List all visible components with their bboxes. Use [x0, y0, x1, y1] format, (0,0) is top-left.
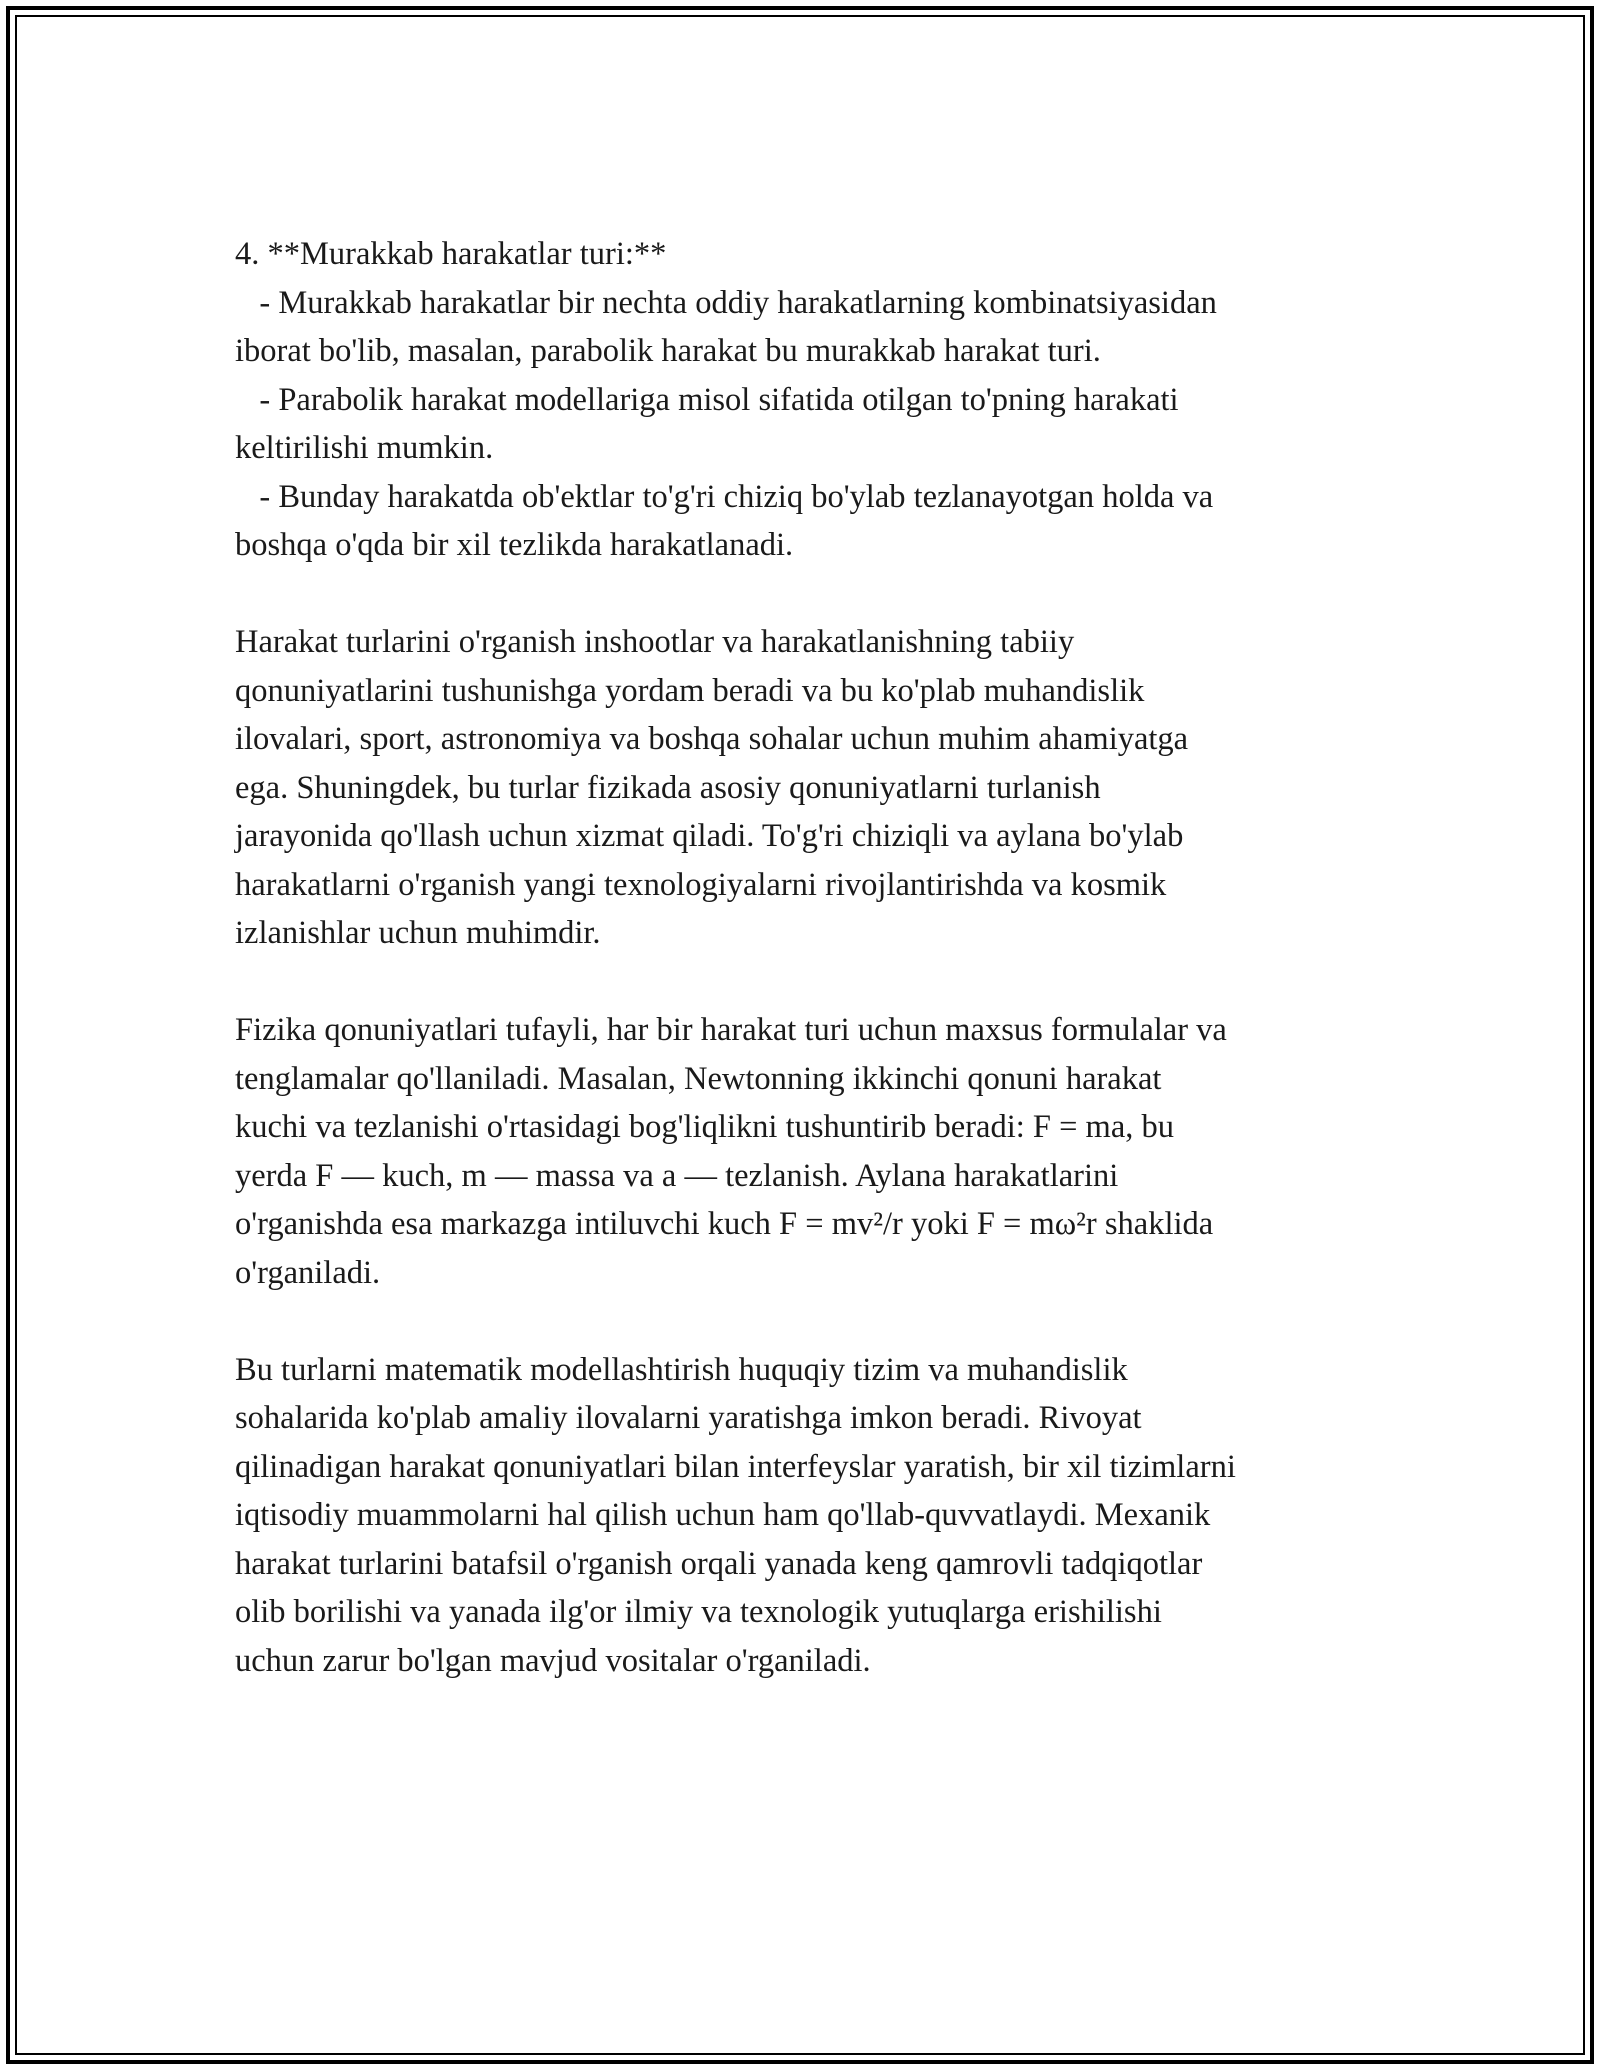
bullet-line: boshqa o'qda bir xil tezlikda harakatlanadi. — [235, 527, 794, 563]
paragraph-line: jarayonida qo'llash uchun xizmat qiladi. To'g'ri chiziqli va aylana bo'ylab — [235, 818, 1184, 854]
paragraph-line: izlanishlar uchun muhimdir. — [235, 915, 601, 951]
paragraph-line: qilinadigan harakat qonuniyatlari bilan interfeyslar yaratish, bir xil tizimlarni — [235, 1448, 1236, 1485]
document-body — [235, 230, 1385, 1685]
paragraph-gap — [235, 570, 1385, 619]
paragraph-line: ilovalari, sport, astronomiya va boshqa sohalar uchun muhim ahamiyatga — [235, 721, 1189, 757]
paragraph-gap — [235, 958, 1385, 1007]
section-complex-motion — [235, 230, 1385, 570]
paragraph-line: o'rganiladi. — [235, 1254, 381, 1291]
paragraph-line: tenglamalar qo'llaniladi. Masalan, Newtonning ikkinchi qonuni harakat — [235, 1060, 1162, 1097]
paragraph-1 — [235, 618, 1385, 958]
paragraph-line: uchun zarur bo'lgan mavjud vositalar o'rganiladi. — [235, 1642, 871, 1679]
paragraph-gap — [235, 1297, 1385, 1346]
bullet-line: - Parabolik harakat modellariga misol sifatida otilgan to'pning harakati — [235, 381, 1179, 418]
paragraph-line: harakat turlarini batafsil o'rganish orqali yanada keng qamrovli tadqiqotlar — [235, 1545, 1203, 1582]
paragraph-line: Fizika qonuniyatlari tufayli, har bir harakat turi uchun maxsus formulalar va — [235, 1012, 1227, 1048]
paragraph-line: sohalarida ko'plab amaliy ilovalarni yaratishga imkon beradi. Rivoyat — [235, 1400, 1142, 1436]
paragraph-line: iqtisodiy muammolarni hal qilish uchun ham qo'llab-quvvatlaydi. Mexanik — [235, 1497, 1211, 1533]
section-heading: 4. **Murakkab harakatlar turi:** — [235, 236, 667, 272]
paragraph-line: ega. Shuningdek, bu turlar fizikada asosiy qonuniyatlarni turlanish — [235, 769, 1101, 806]
paragraph-line: yerda F — kuch, m — massa va a — tezlanish. Aylana harakatlarini — [235, 1157, 1119, 1194]
bullet-line: - Murakkab harakatlar bir nechta oddiy harakatlarning kombinatsiyasidan — [235, 284, 1217, 321]
bullet-line: iborat bo'lib, masalan, parabolik harakat bu murakkab harakat turi. — [235, 333, 1101, 369]
paragraph-line: harakatlarni o'rganish yangi texnologiyalarni rivojlantirishda va kosmik — [235, 866, 1167, 903]
paragraph-line: qonuniyatlarini tushunishga yordam beradi va bu ko'plab muhandislik — [235, 672, 1145, 709]
paragraph-line: Bu turlarni matematik modellashtirish huquqiy tizim va muhandislik — [235, 1351, 1128, 1388]
paragraph-line: kuchi va tezlanishi o'rtasidagi bog'liqlikni tushuntirib beradi: F = ma, bu — [235, 1109, 1174, 1145]
bullet-line: keltirilishi mumkin. — [235, 430, 494, 466]
bullet-line: - Bunday harakatda ob'ektlar to'g'ri chiziq bo'ylab tezlanayotgan holda va — [235, 478, 1214, 515]
paragraph-line: o'rganishda esa markazga intiluvchi kuch F = mv²/r yoki F = mω²r shaklida — [235, 1206, 1214, 1242]
paragraph-line: Harakat turlarini o'rganish inshootlar va harakatlanishning tabiiy — [235, 624, 1075, 660]
paragraph-line: olib borilishi va yanada ilg'or ilmiy va texnologik yutuqlarga erishilishi — [235, 1594, 1162, 1630]
paragraph-3 — [235, 1346, 1385, 1686]
paragraph-2 — [235, 1006, 1385, 1297]
